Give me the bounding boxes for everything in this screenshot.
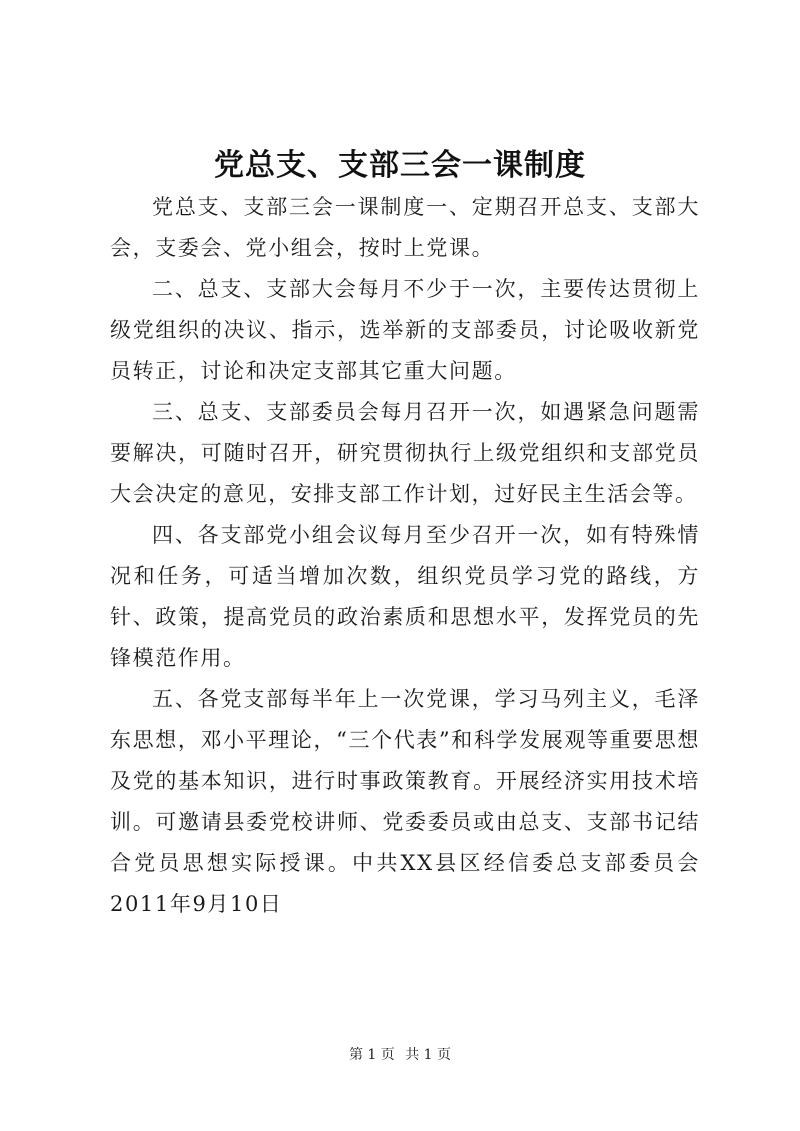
document-body xyxy=(110,187,700,925)
paragraph-item-2: 二、总支、支部大会每月不少于一次，主要传达贯彻上级党组织的决议、指示，选举新的支部委员，讨论吸收新党员转正，讨论和决定支部其它重大问题。 xyxy=(110,277,700,383)
page-footer xyxy=(0,1044,800,1064)
paragraph-item-3: 三、总支、支部委员会每月召开一次，如遇紧急问题需要解决，可随时召开，研究贯彻执行上级党组织和支部党员大会决定的意见，安排支部工作计划，过好民主生活会等。 xyxy=(110,400,700,506)
paragraph-item-5: 五、各党支部每半年上一次党课，学习马列主义，毛泽东思想，邓小平理论，“三个代表”和科学发展观等重要思想及党的基本知识，进行时事政策教育。开展经济实用技术培训。可邀请县委党校讲师、党委委员或由总支、支部书记结合党员思想实际授课。中共XX县区经信委总支部委员会2011年9月10日 xyxy=(110,687,700,916)
page-number: 第 1 页 xyxy=(348,1047,395,1063)
paragraph-intro: 党总支、支部三会一课制度一、定期召开总支、支部大会，支委会、党小组会，按时上党课。 xyxy=(110,195,700,260)
page-total: 共 1 页 xyxy=(405,1047,452,1063)
document-title: 党总支、支部三会一课制度 xyxy=(214,148,586,183)
paragraph-item-4: 四、各支部党小组会议每月至少召开一次，如有特殊情况和任务，可适当增加次数，组织党员学习党的路线，方针、政策，提高党员的政治素质和思想水平，发挥党员的先锋模范作用。 xyxy=(110,523,700,670)
